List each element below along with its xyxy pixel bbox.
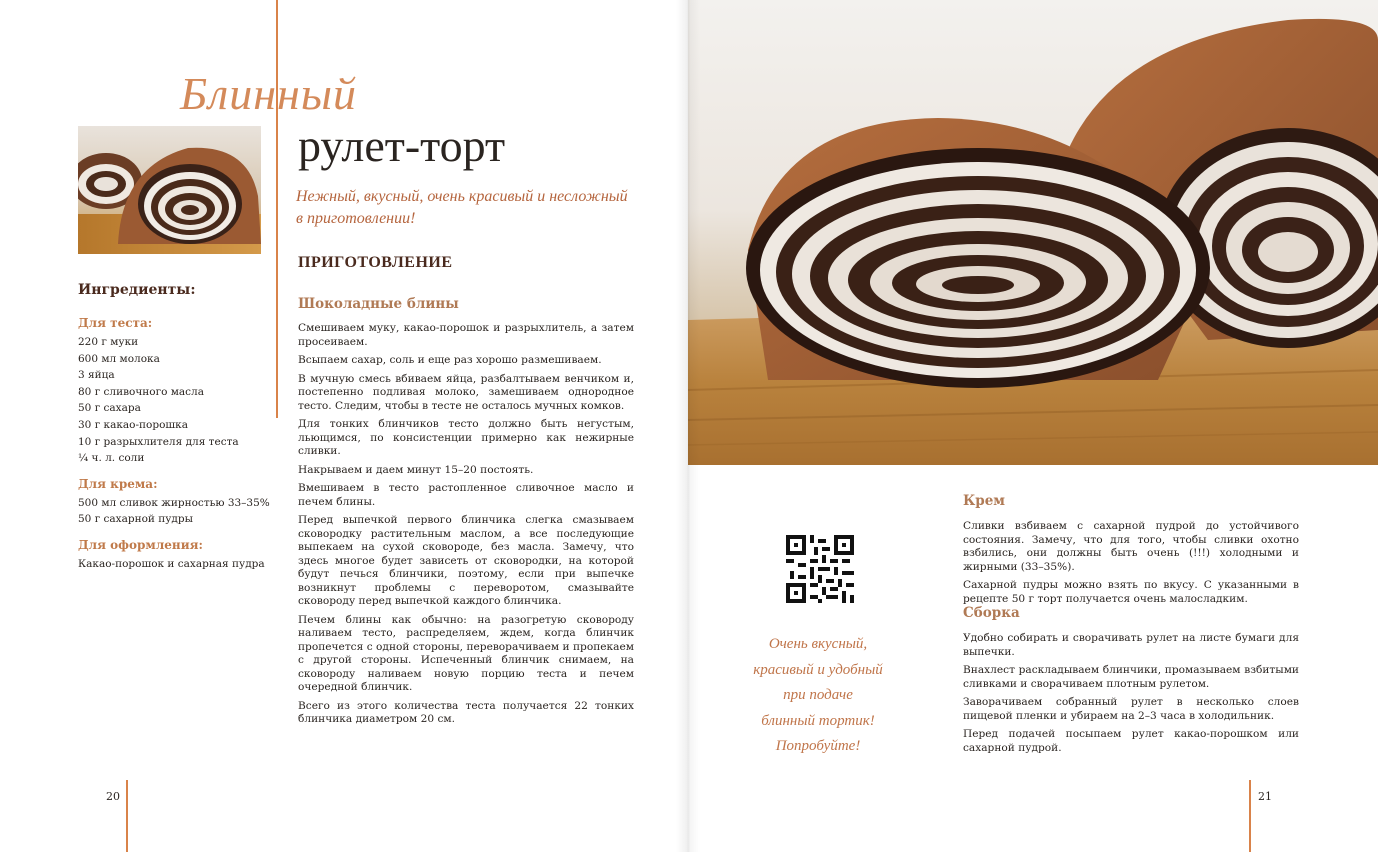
section-title: Шоколадные блины [298,296,459,312]
paragraph: Перед выпечкой первого блинчика слегка смазываем сковородку растительным маслом, а все последующие выпекаем на сухой сковороде, без масла. Замечу, что здесь многое будет зависеть от сковородки, на которой будут печься блинчики, поэтому, если при выпечке возникнут проблемы с переворотом, смазывайте сковороду перед выпечкой каждого блинчика. [298,514,634,607]
paragraph: В мучную смесь вбиваем яйца, разбалтываем венчиком и, постепенно подливая молоко, замешиваем однородное тесто. Следим, чтобы в тесте не осталось мучных комков. [298,372,634,412]
page-title: рулет-торт [298,120,506,171]
ingredients-heading: Ингредиенты: [78,282,196,298]
cake-thumbnail [78,126,261,254]
paragraph: Удобно собирать и сворачивать рулет на листе бумаги для выпечки. [963,632,1299,658]
paragraph: Всыпаем сахар, соль и еще раз хорошо размешиваем. [298,354,602,366]
ingredient-item: 10 г разрыхлителя для теста [78,435,239,448]
section-title-assembly: Сборка [963,605,1020,621]
quote-line: блинный тортик! [761,712,875,729]
cream-text [963,520,1299,611]
preparation-text [298,322,634,732]
paragraph: Для тонких блинчиков тесто должно быть негустым, льющимся, по консистенции примерно как нежирные сливки. [298,418,634,457]
left-page [0,0,688,852]
ingredient-item: 30 г какао-порошка [78,418,188,431]
ingredients-list [78,316,278,573]
paragraph: Вмешиваем в тесто растопленное сливочное масло и печем блины. [298,482,634,508]
quote-line: Попробуйте! [775,738,861,754]
quote-line: красивый и удобный [753,661,883,678]
quote-line: Очень вкусный, [768,636,868,652]
qr-code[interactable] [786,535,854,603]
assembly-text [963,632,1299,760]
subtitle-line: в приготовлении! [296,210,416,227]
ingredient-item: ¼ ч. л. соли [78,452,145,465]
bottom-rule-left [126,780,128,852]
paragraph: Внахлест раскладываем блинчики, промазываем взбитыми сливками и сворачиваем плотным рулетом. [963,664,1299,690]
paragraph: Всего из этого количества теста получается 22 тонких блинчика диаметром 20 см. [298,699,634,725]
ingredient-item: 500 мл сливок жирностью 33–35% [78,496,270,509]
pull-quote [728,632,908,760]
title-script: Блинный [180,68,357,119]
subtitle [296,186,636,230]
paragraph: Сахарной пудры можно взять по вкусу. С указанными в рецепте 50 г торт получается очень малосладким. [963,579,1299,605]
section-title-cream: Крем [963,493,1006,509]
page-number: 20 [106,790,120,803]
page-number: 21 [1258,790,1272,803]
paragraph: Сливки взбиваем с сахарной пудрой до устойчивого состояния. Замечу, что для того, чтобы сливки охотно взбились, они должны быть очень (!!!) холодными и жирными (33–35%). [963,520,1299,573]
paragraph: Накрываем и даем минут 15–20 постоять. [298,463,534,476]
paragraph: Печем блины как обычно: на разогретую сковороду наливаем тесто, распределяем, ждем, когда блинчик пропечется с одной стороны, переворачиваем и пропекаем с другой стороны. Испеченный блинчик снимаем, на сковороду наливаем новую порцию теста и печем очередной блинчик. [298,613,634,693]
quote-line: при подаче [783,687,853,703]
subtitle-line: Нежный, вкусный, очень красивый и несложный [296,188,628,205]
right-page [688,0,1378,852]
ingredient-item: 50 г сахарной пудры [78,513,193,526]
ingredient-item: 220 г муки [78,336,139,348]
ingredient-group-title: Для оформления: [78,537,203,552]
ingredient-item: 3 яйца [78,369,115,382]
ingredient-group-title: Для крема: [78,476,158,491]
ingredient-item: Какао-порошок и сахарная пудра [78,557,265,570]
bottom-rule-right [1249,780,1251,852]
ingredient-group-title: Для теста: [78,316,153,330]
ingredient-item: 600 мл молока [78,352,160,365]
paragraph: Смешиваем муку, какао-порошок и разрыхлитель, а затем просеиваем. [298,322,634,348]
ingredient-item: 80 г сливочного масла [78,385,204,398]
preparation-heading: ПРИГОТОВЛЕНИЕ [298,254,453,271]
cake-photo [688,0,1378,465]
paragraph: Перед подачей посыпаем рулет какао-порошком или сахарной пудрой. [963,728,1299,754]
paragraph: Заворачиваем собранный рулет в несколько слоев пищевой пленки и убираем на 2–3 часа в холодильник. [963,696,1299,722]
ingredient-item: 50 г сахара [78,402,141,415]
